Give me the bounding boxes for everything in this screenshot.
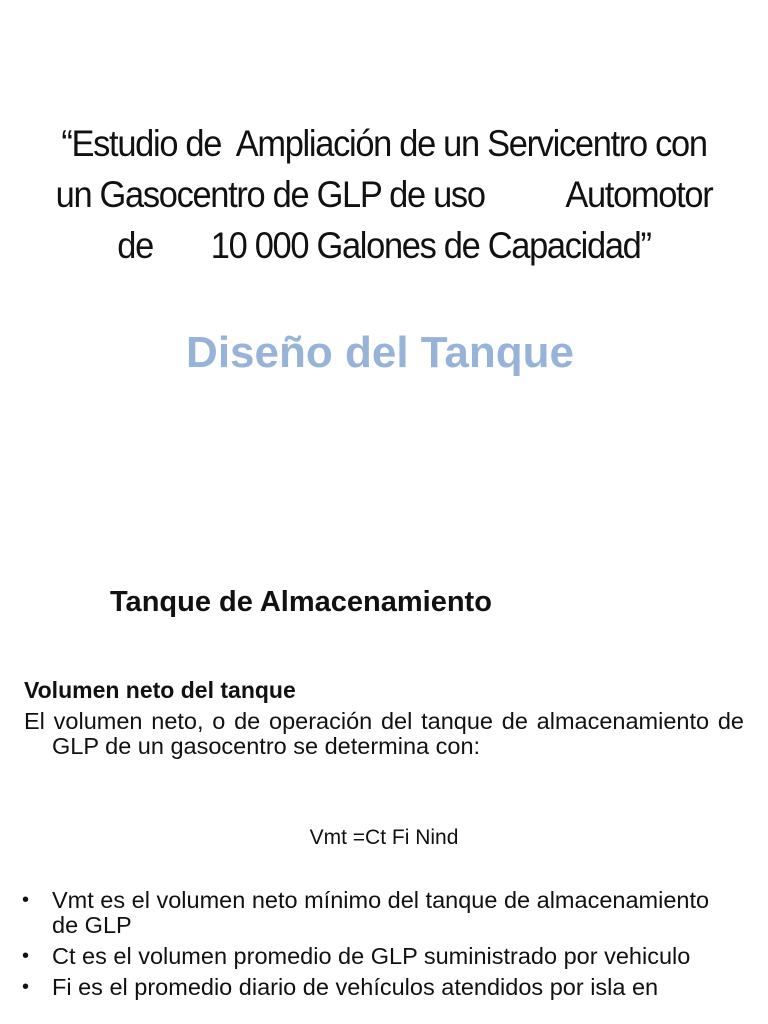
bullet-text: Vmt es el volumen neto mínimo del tanque de almacenamiento de GLP bbox=[52, 887, 710, 938]
bullet-dot-icon: • bbox=[22, 945, 30, 967]
title-line-3: de 10 000 Galones de Capacidad” bbox=[117, 225, 651, 266]
body-paragraph: El volumen neto, o de operación del tanque de almacenamiento de GLP de un gasocentro se determina con: bbox=[24, 708, 744, 759]
bullet-item bbox=[20, 944, 740, 969]
bullet-list bbox=[20, 888, 740, 1006]
bullet-dot-icon: • bbox=[22, 976, 30, 998]
title-line-1: “Estudio de Ampliación de un Servicentro con bbox=[61, 123, 707, 164]
body-block bbox=[24, 677, 744, 759]
title-line-2: un Gasocentro de GLP de uso Automotor bbox=[55, 174, 713, 215]
section-title: Tanque de Almacenamiento bbox=[110, 586, 492, 618]
bullet-dot-icon: • bbox=[22, 889, 30, 911]
presentation-title bbox=[38, 118, 730, 271]
bullet-item bbox=[20, 975, 740, 1000]
formula: Vmt =Ct Fi Nind bbox=[309, 826, 459, 849]
body-heading: Volumen neto del tanque bbox=[24, 677, 296, 703]
bullet-text: Fi es el promedio diario de vehículos atendidos por isla en bbox=[52, 974, 659, 1000]
bullet-item bbox=[20, 888, 740, 938]
bullet-text: Ct es el volumen promedio de GLP suministrado por vehiculo bbox=[52, 943, 691, 969]
presentation-subtitle: Diseño del Tanque bbox=[186, 328, 574, 377]
